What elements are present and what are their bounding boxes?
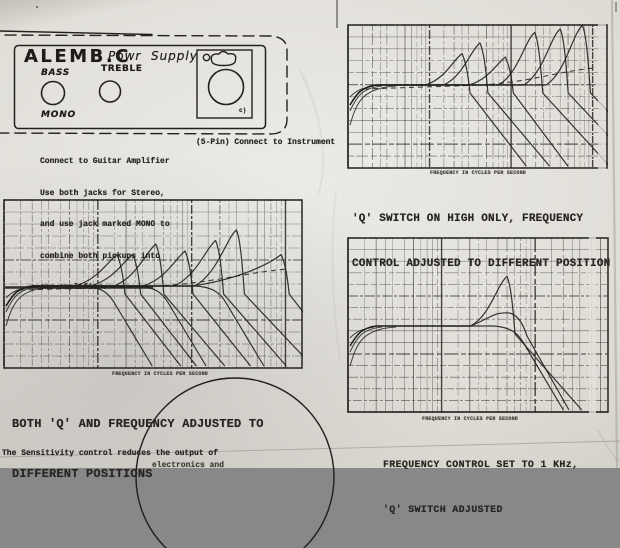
chart-q-high-frequency-adjusted xyxy=(345,25,620,172)
amplifier-connection-note xyxy=(40,136,170,315)
chart3-x-axis-label: FREQUENCY IN CYCLES PER SECOND xyxy=(421,416,519,422)
caption-line: FREQUENCY CONTROL SET TO 1 KHz, xyxy=(383,460,579,471)
caption-line: CONTROL ADJUSTED TO DIFFERENT POSITION xyxy=(352,258,611,270)
note-line: combine both pickups into xyxy=(40,251,161,261)
connector-clamp-icon xyxy=(211,52,235,66)
caption-line: 'Q' SWITCH ON HIGH ONLY, FREQUENCY xyxy=(352,213,584,225)
connector-screw-icon xyxy=(203,54,209,60)
treble-knob-label: TREBLE xyxy=(101,64,143,74)
caption-line: DIFFERENT POSITIONS xyxy=(12,466,153,481)
chart1-caption xyxy=(352,182,610,302)
chart1-x-axis-label: FREQUENCY IN CYCLES PER SECOND xyxy=(429,170,527,176)
treble-knob[interactable] xyxy=(100,81,121,102)
note-line: one amplifier. xyxy=(40,283,108,292)
bass-knob[interactable] xyxy=(42,82,65,105)
panel-model-label: Powr Supply xyxy=(108,49,198,63)
sensitivity-note-line2: electronics and xyxy=(152,461,225,470)
panel-brand-label: ALEMB.C xyxy=(24,46,131,67)
panel-outer-solid-edge xyxy=(0,31,152,35)
note-line: Use both jacks for Stereo, xyxy=(40,188,165,198)
sensitivity-note-line1: The Sensitivity control reduces the output of xyxy=(2,449,219,458)
bass-knob-label: BASS xyxy=(41,68,70,78)
caption-line: 'Q' SWITCH ADJUSTED xyxy=(383,505,503,516)
instrument-connection-note: (5-Pin) Connect to Instrument xyxy=(196,138,336,147)
note-line: and use jack marked MONO to xyxy=(40,220,170,229)
caption-line: BOTH 'Q' AND FREQUENCY ADJUSTED TO xyxy=(12,417,264,431)
chart3-caption xyxy=(383,428,578,548)
connector-mark: c) xyxy=(239,107,247,114)
mono-jack-label: MONO xyxy=(41,110,76,120)
connector-barrel-icon xyxy=(209,70,244,105)
chart2-x-axis-label: FREQUENCY IN CYCLES PER SECOND xyxy=(111,371,209,377)
note-line: Connect to Guitar Amplifier xyxy=(40,157,170,166)
